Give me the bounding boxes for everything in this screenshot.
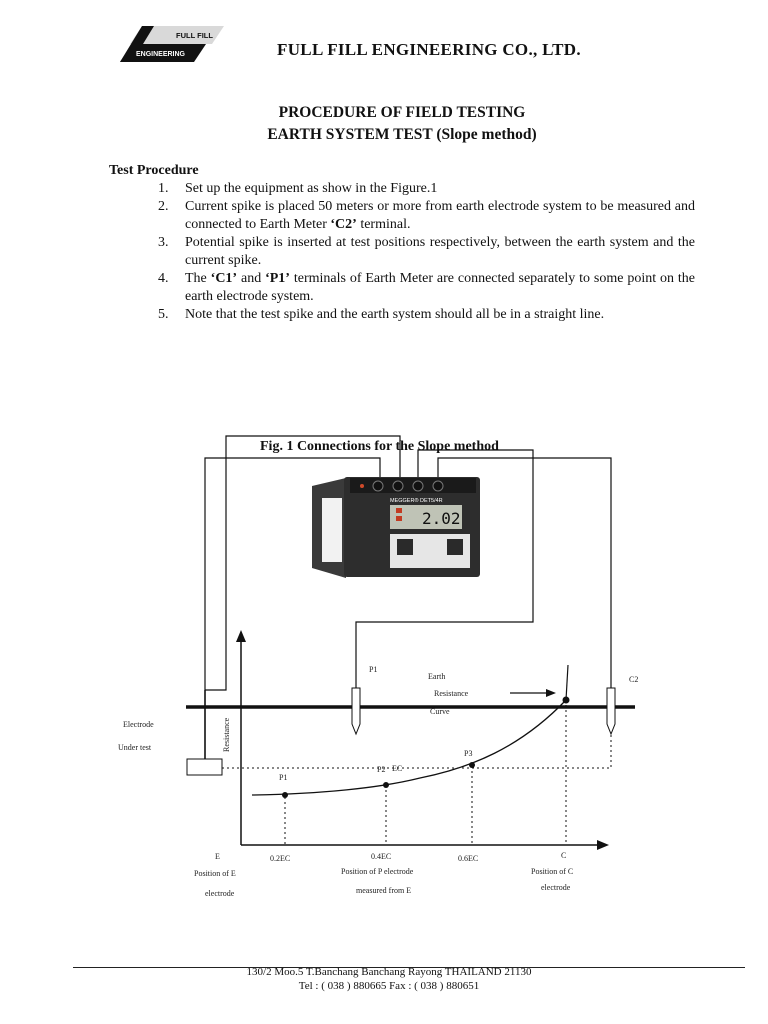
step-text: Note that the test spike and the earth system should all be in a straight line.	[185, 307, 605, 322]
tick-04ec: 0.4EC	[371, 852, 392, 861]
point-p2	[383, 782, 389, 788]
document-subtitle: EARTH SYSTEM TEST (Slope method)	[267, 126, 537, 143]
meter-reading: 2.02	[422, 509, 461, 528]
step-text: Set up the equipment as show in the Figure.1	[185, 181, 438, 196]
earth-meter	[312, 477, 480, 578]
label-pos-c-1: Position of C	[531, 867, 574, 876]
point-p1	[282, 792, 288, 798]
step-text: Potential spike is inserted at test positions respectively, between the earth system and the current spike.	[185, 235, 695, 268]
tick-c: C	[561, 851, 567, 860]
label-electrode: Electrode	[123, 720, 154, 729]
point-c	[563, 697, 570, 704]
meter-brand: MEGGER® DET5/4R	[390, 498, 443, 504]
step-number: 2.	[158, 199, 169, 214]
label-p1: P1	[369, 665, 378, 674]
figure-caption: Fig. 1 Connections for the Slope method	[260, 439, 499, 454]
step-number: 3.	[158, 235, 169, 250]
step-number: 5.	[158, 307, 169, 322]
earth-resistance-curve	[252, 700, 566, 795]
label-pos-e-1: Position of E	[194, 869, 236, 878]
step-text: The ‘C1’ and ‘P1’ terminals of Earth Meter are connected separately to some point on the earth electrode system.	[185, 271, 695, 304]
label-pt-p2: P2	[377, 765, 386, 774]
label-earth: Earth	[428, 672, 446, 681]
label-ec: EC	[392, 764, 403, 773]
label-under-test: Under test	[118, 743, 152, 752]
y-axis-label: Resistance	[222, 717, 231, 752]
label-c2: C2	[629, 675, 639, 684]
potential-spike	[352, 672, 360, 734]
footer-telephone: Tel : ( 038 ) 880665 Fax : ( 038 ) 880651	[298, 980, 480, 992]
label-pos-c-2: electrode	[541, 883, 571, 892]
logo-line2: ENGINEERING	[136, 51, 186, 58]
step-text: Current spike is placed 50 meters or more from earth electrode system to be measured and connected to Earth Meter ‘C2’ terminal.	[185, 199, 695, 232]
label-pt-p3: P3	[464, 749, 473, 758]
tick-e: E	[215, 852, 220, 861]
label-pos-p-2: measured from E	[356, 886, 412, 895]
label-curve: Curve	[430, 707, 450, 716]
company-name: FULL FILL ENGINEERING CO., LTD.	[277, 40, 581, 59]
label-pos-p-1: Position of P electrode	[341, 867, 414, 876]
document-title: PROCEDURE OF FIELD TESTING	[278, 104, 526, 121]
step-number: 1.	[158, 181, 169, 196]
tick-02ec: 0.2EC	[270, 854, 291, 863]
procedure-heading: Test Procedure	[109, 163, 199, 178]
footer-address: 130/2 Moo.5 T.Banchang Banchang Rayong THAILAND 21130	[246, 966, 532, 978]
tick-06ec: 0.6EC	[458, 854, 479, 863]
label-pos-e-2: electrode	[205, 889, 235, 898]
label-pt-p1: P1	[279, 773, 288, 782]
step-number: 4.	[158, 271, 169, 286]
label-resistance: Resistance	[434, 689, 469, 698]
electrode-under-test	[187, 759, 222, 775]
point-p3	[469, 762, 475, 768]
logo-line1: FULL FILL	[176, 31, 213, 40]
current-spike	[607, 688, 615, 734]
